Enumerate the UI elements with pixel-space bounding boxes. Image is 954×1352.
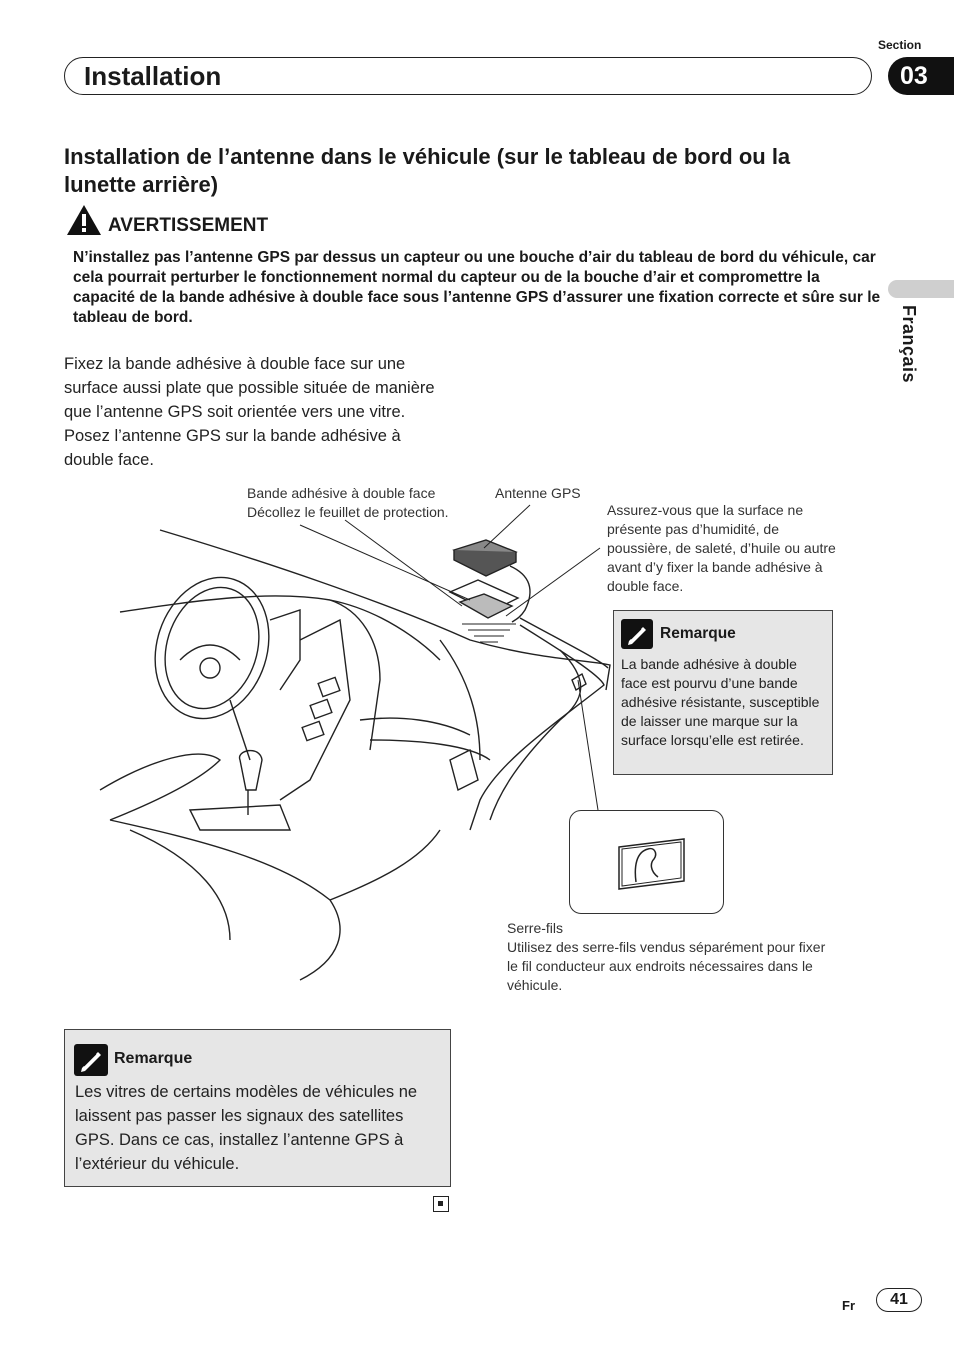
warning-triangle-icon	[66, 204, 102, 236]
language-code: Fr	[842, 1298, 855, 1313]
note-text: La bande adhésive à double face est pourvu d’une bande adhésive résistante, susceptible de laisser une marque sur la surface lorsqu’elle est retirée.	[621, 656, 820, 748]
caption-gps-antenna: Antenne GPS	[495, 485, 581, 501]
cable-clip-detail	[569, 810, 724, 914]
note-title: Remarque	[114, 1050, 193, 1067]
note-text: Les vitres de certains modèles de véhicules ne laissent pas passer les signaux des satellites GPS. Dans ce cas, installez l’antenne GPS à l’extérieur du véhicule.	[75, 1083, 418, 1173]
instruction-paragraph: Fixez la bande adhésive à double face sur une surface aussi plate que possible située de manière que l’antenne GPS soit orientée vers une vitre. Posez l’antenne GPS sur la bande adhésive à double face.	[64, 355, 435, 469]
language-label: Français	[899, 305, 919, 384]
warning-title: AVERTISSEMENT	[108, 215, 269, 236]
section-label: Section	[878, 38, 922, 52]
end-of-section-icon	[433, 1196, 449, 1212]
pencil-note-icon	[74, 1044, 108, 1076]
page-number: 41	[876, 1288, 922, 1312]
pencil-note-icon	[621, 619, 653, 649]
caption-cable-clips: Serre-fils Utilisez des serre-fils vendus séparément pour fixer le fil conducteur aux endroits nécessaires dans le véhicule.	[507, 920, 826, 993]
caption-adhesive-tape: Bande adhésive à double face Décollez le feuillet de protection.	[247, 485, 449, 520]
note-title: Remarque	[660, 625, 736, 642]
cable-clip-icon	[614, 837, 689, 892]
warning-text: N’installez pas l’antenne GPS par dessus un capteur ou une bouche d’air du tableau de bord du véhicule, car cela pourrait perturber le fonctionnement normal du capteur ou de la bouche d’air et compromettre la capacité de la bande adhésive à double face sous l’antenne GPS d’assurer une fixation correcte et sûre sur le tableau de bord.	[73, 249, 881, 326]
section-number-badge: 03	[888, 57, 954, 95]
page-title: Installation	[84, 61, 222, 91]
caption-surface-check: Assurez-vous que la surface ne présente pas d’humidité, de poussière, de saleté, d’huile ou autre avant d’y fixer la bande adhésive à double face.	[607, 502, 836, 594]
note-box-window	[64, 1029, 451, 1187]
note-box-adhesive	[613, 610, 833, 775]
section-heading: Installation de l’antenne dans le véhicule (sur le tableau de bord ou la lunette arrière)	[64, 144, 791, 197]
language-tab	[888, 280, 954, 298]
